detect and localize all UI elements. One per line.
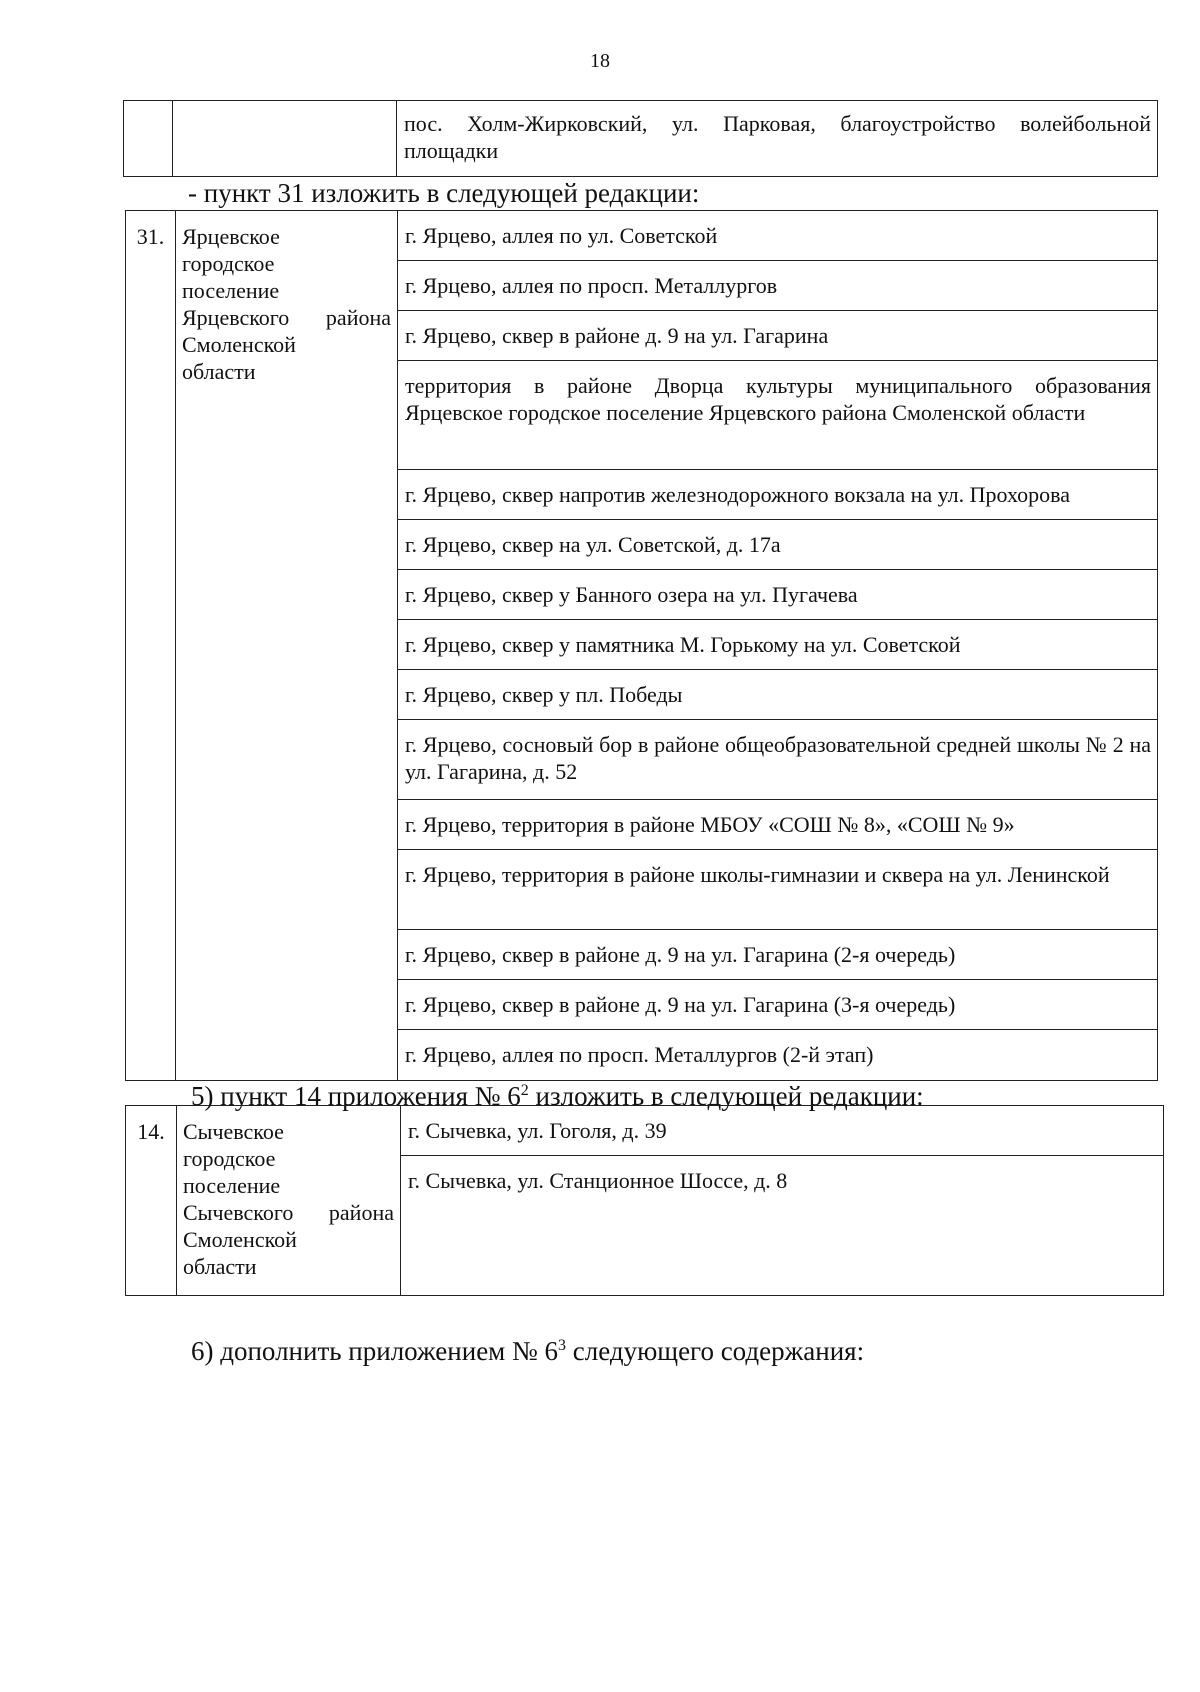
- address-cell: г. Ярцево, аллея по просп. Металлургов: [398, 261, 1158, 311]
- name-line: Ярцевское: [182, 224, 280, 249]
- address-cell: г. Ярцево, сквер на ул. Советской, д. 17а: [398, 520, 1158, 570]
- name-line: Смоленской: [182, 332, 296, 357]
- top-table: [123, 100, 1158, 177]
- number-cell: 31.: [126, 211, 176, 1081]
- address-cell: территория в районе Дворца культуры муниципального образования Ярцевское городское поселение Ярцевского района Смоленской области: [398, 361, 1158, 470]
- paragraph-item-6: [191, 1338, 864, 1365]
- address-cell: г. Ярцево, аллея по ул. Советской: [398, 211, 1158, 261]
- name-cell: [177, 1106, 401, 1296]
- address-cell: г. Ярцево, сквер у пл. Победы: [398, 670, 1158, 720]
- name-line: поселение: [183, 1173, 281, 1198]
- name-cell: [176, 211, 398, 1081]
- table-row: [124, 101, 1158, 177]
- paragraph-text: 6) дополнить приложением № 6: [191, 1336, 559, 1366]
- name-cell: [173, 101, 397, 177]
- superscript: 3: [558, 1337, 567, 1354]
- address-cell: г. Ярцево, территория в районе школы-гимназии и сквера на ул. Ленинской: [398, 850, 1158, 930]
- paragraph-item-31: - пункт 31 изложить в следующей редакции:: [188, 178, 700, 208]
- address-cell: г. Ярцево, сквер напротив железнодорожного вокзала на ул. Прохорова: [398, 470, 1158, 520]
- name-line: Сычевское: [183, 1119, 284, 1144]
- table-row: [126, 1106, 1164, 1156]
- name-line: области: [183, 1254, 257, 1279]
- address-cell: г. Сычевка, ул. Станционное Шоссе, д. 8: [401, 1156, 1164, 1296]
- number-cell: 14.: [126, 1106, 177, 1296]
- table-row: [126, 211, 1158, 261]
- address-cell: пос. Холм-Жирковский, ул. Парковая, благоустройство волейбольной площадки: [397, 101, 1158, 177]
- paragraph-text: 5) пункт 14 приложения № 6: [191, 1081, 521, 1111]
- name-line: Сычевского района: [183, 1200, 394, 1225]
- paragraph-text: следующего содержания:: [566, 1336, 865, 1366]
- address-cell: г. Ярцево, сквер в районе д. 9 на ул. Гагарина (3-я очередь): [398, 980, 1158, 1030]
- address-cell: г. Ярцево, территория в районе МБОУ «СОШ № 8», «СОШ № 9»: [398, 800, 1158, 850]
- address-cell: г. Ярцево, сквер у памятника М. Горькому на ул. Советской: [398, 620, 1158, 670]
- name-line: Смоленской: [183, 1227, 297, 1252]
- address-cell: г. Ярцево, сквер у Банного озера на ул. Пугачева: [398, 570, 1158, 620]
- table-item-14: [125, 1105, 1164, 1296]
- superscript: 2: [520, 1082, 529, 1099]
- name-line: Ярцевского района: [182, 305, 391, 330]
- name-line: городское: [182, 251, 275, 276]
- name-line: области: [182, 359, 256, 384]
- name-line: поселение: [182, 278, 280, 303]
- number-cell: [124, 101, 173, 177]
- address-cell: г. Ярцево, сквер в районе д. 9 на ул. Гагарина: [398, 311, 1158, 361]
- address-cell: г. Ярцево, аллея по просп. Металлургов (2-й этап): [398, 1030, 1158, 1081]
- address-cell: г. Сычевка, ул. Гоголя, д. 39: [401, 1106, 1164, 1156]
- address-cell: г. Ярцево, сквер в районе д. 9 на ул. Гагарина (2-я очередь): [398, 930, 1158, 980]
- table-item-31: [125, 210, 1158, 1081]
- address-cell: г. Ярцево, сосновый бор в районе общеобразовательной средней школы № 2 на ул. Гагарина, д. 52: [398, 720, 1158, 800]
- paragraph-text: изложить в следующей редакции:: [528, 1081, 924, 1111]
- page-number: 18: [590, 50, 610, 72]
- name-line: городское: [183, 1146, 276, 1171]
